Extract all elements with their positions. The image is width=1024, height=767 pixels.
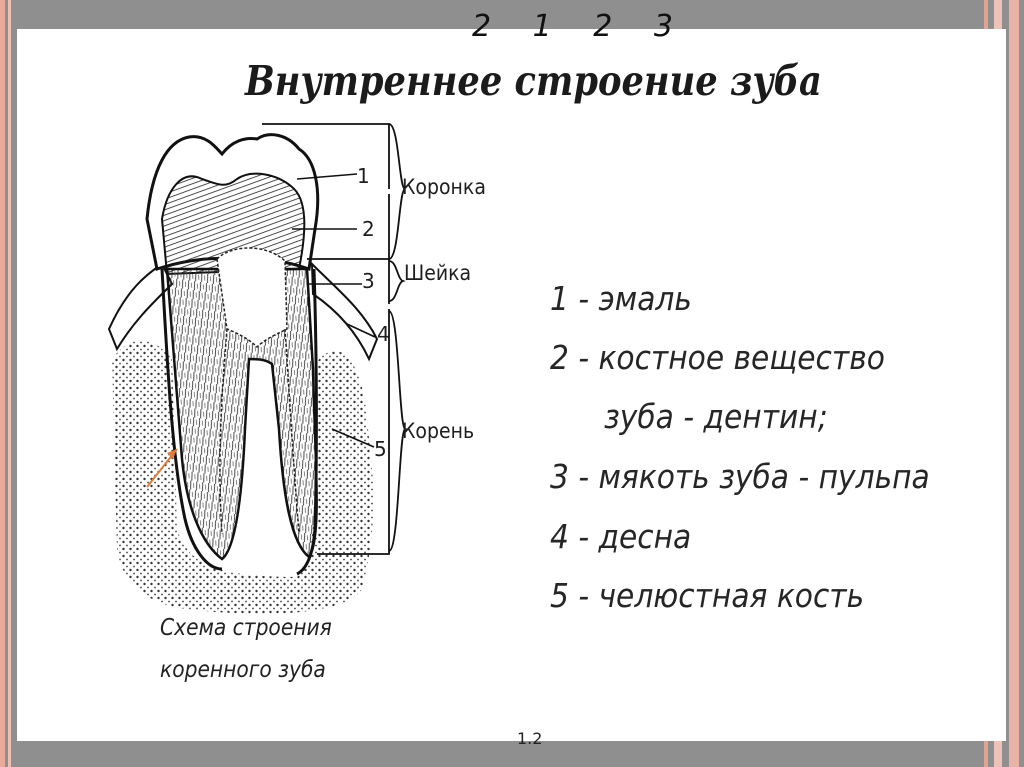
- diagram-number-1: 1: [357, 164, 370, 188]
- left-decor-band-thin: [8, 0, 11, 767]
- label-neck: Шейка: [404, 261, 472, 285]
- label-crown: Коронка: [402, 175, 486, 199]
- legend-item-1: 1 - эмаль: [550, 279, 692, 318]
- legend-item-2: 2 - костное вещество: [550, 338, 885, 377]
- legend-item-3: 3 - мякоть зуба - пульпа: [550, 457, 930, 496]
- brace-neck: [389, 261, 403, 301]
- left-decor-band: [0, 0, 5, 767]
- diagram-number-3: 3: [362, 269, 375, 293]
- diagram-number-4: 4: [377, 322, 390, 346]
- slide-title: Внутреннее строение зуба: [245, 57, 822, 105]
- diagram-number-5: 5: [374, 437, 387, 461]
- diagram-caption: [160, 607, 332, 691]
- label-root: Корень: [402, 419, 475, 443]
- caption-line-2: коренного зуба: [160, 657, 326, 683]
- caption-line-1: Схема строения: [160, 615, 332, 641]
- legend-item-4: 4 - десна: [550, 517, 692, 556]
- legend-item-2-continued: зуба - дентин;: [604, 397, 828, 436]
- diagram-number-2: 2: [362, 217, 375, 241]
- top-cut-text: 2 1 2 3: [472, 9, 689, 44]
- slide-content: [17, 9, 1006, 748]
- right-decor-band-outer: [1009, 0, 1019, 767]
- bottom-cut-text: 1.2: [517, 729, 543, 748]
- legend-item-5: 5 - челюстная кость: [550, 576, 865, 615]
